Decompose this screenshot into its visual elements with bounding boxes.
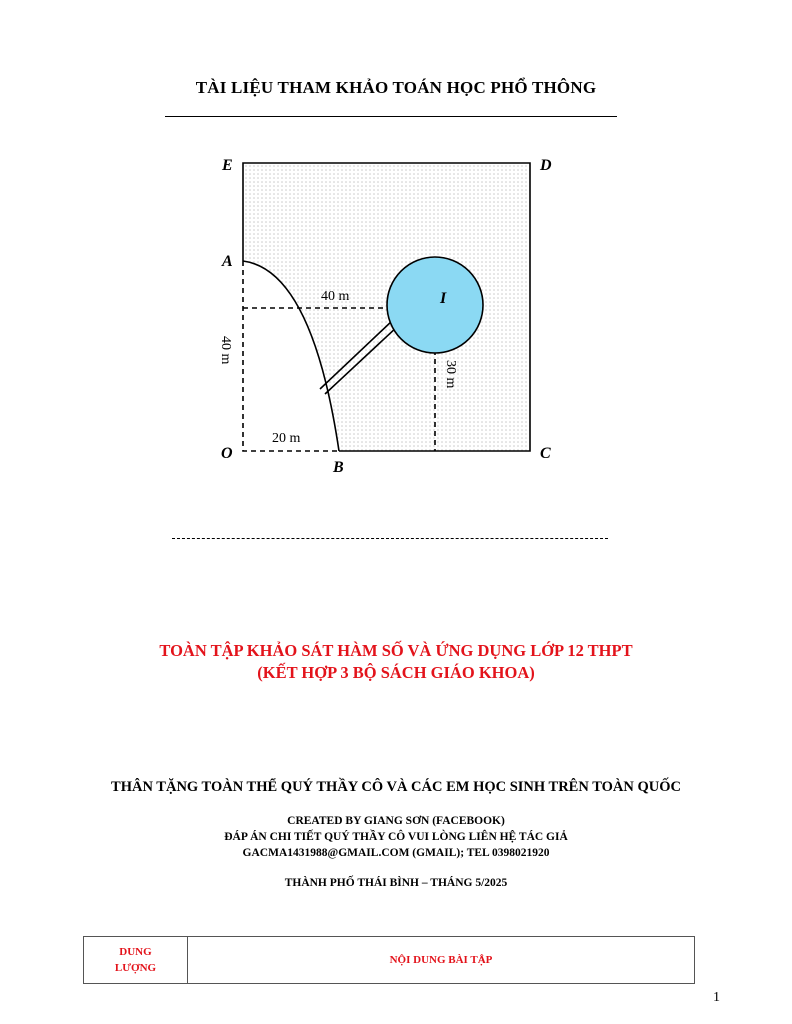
measure-left-label: 40 m (218, 336, 233, 365)
table-header-content: NỘI DUNG BÀI TẬP (188, 937, 695, 984)
point-label-D: D (540, 157, 552, 174)
table-header-capacity-line2: LƯỢNG (114, 962, 157, 974)
figure-svg (200, 140, 600, 490)
page-number: 1 (713, 990, 720, 1005)
header-underline (165, 116, 617, 117)
separator-dashed-line (172, 538, 608, 539)
credit-answers-note: ĐÁP ÁN CHI TIẾT QUÝ THẦY CÔ VUI LÒNG LIÊN HỆ TÁC GIẢ (224, 831, 568, 843)
table-header-row (84, 937, 695, 984)
main-title-line-2: (KẾT HỢP 3 BỘ SÁCH GIÁO KHOA) (257, 663, 535, 682)
geometry-figure (200, 140, 600, 490)
dedication-text: THÂN TẶNG TOÀN THỂ QUÝ THẦY CÔ VÀ CÁC EM HỌC SINH TRÊN TOÀN QUỐC (111, 779, 681, 795)
main-title-line-1: TOÀN TẬP KHẢO SÁT HÀM SỐ VÀ ỨNG DỤNG LỚP 12 THPT (159, 641, 633, 660)
point-label-E: E (222, 157, 233, 174)
content-table (83, 936, 695, 984)
credit-created-by: CREATED BY GIANG SƠN (FACEBOOK) (287, 815, 505, 827)
point-label-I: I (440, 290, 447, 307)
point-label-A: A (222, 253, 233, 270)
point-label-O: O (221, 445, 233, 462)
point-label-C: C (540, 445, 551, 462)
credit-place-date: THÀNH PHỐ THÁI BÌNH – THÁNG 5/2025 (284, 877, 508, 889)
measure-top-label: 40 m (321, 289, 350, 304)
point-label-B: B (333, 459, 344, 476)
document-header-title: TÀI LIỆU THAM KHẢO TOÁN HỌC PHỔ THÔNG (195, 78, 597, 97)
measure-bottom-label: 20 m (272, 431, 301, 446)
table-header-capacity (84, 937, 188, 984)
table-header-capacity-line1: DUNG (119, 946, 152, 958)
pond-circle (387, 257, 483, 353)
measure-right-label: 30 m (443, 360, 458, 389)
credit-contact: GACMA1431988@GMAIL.COM (GMAIL); TEL 0398021920 (242, 847, 550, 859)
